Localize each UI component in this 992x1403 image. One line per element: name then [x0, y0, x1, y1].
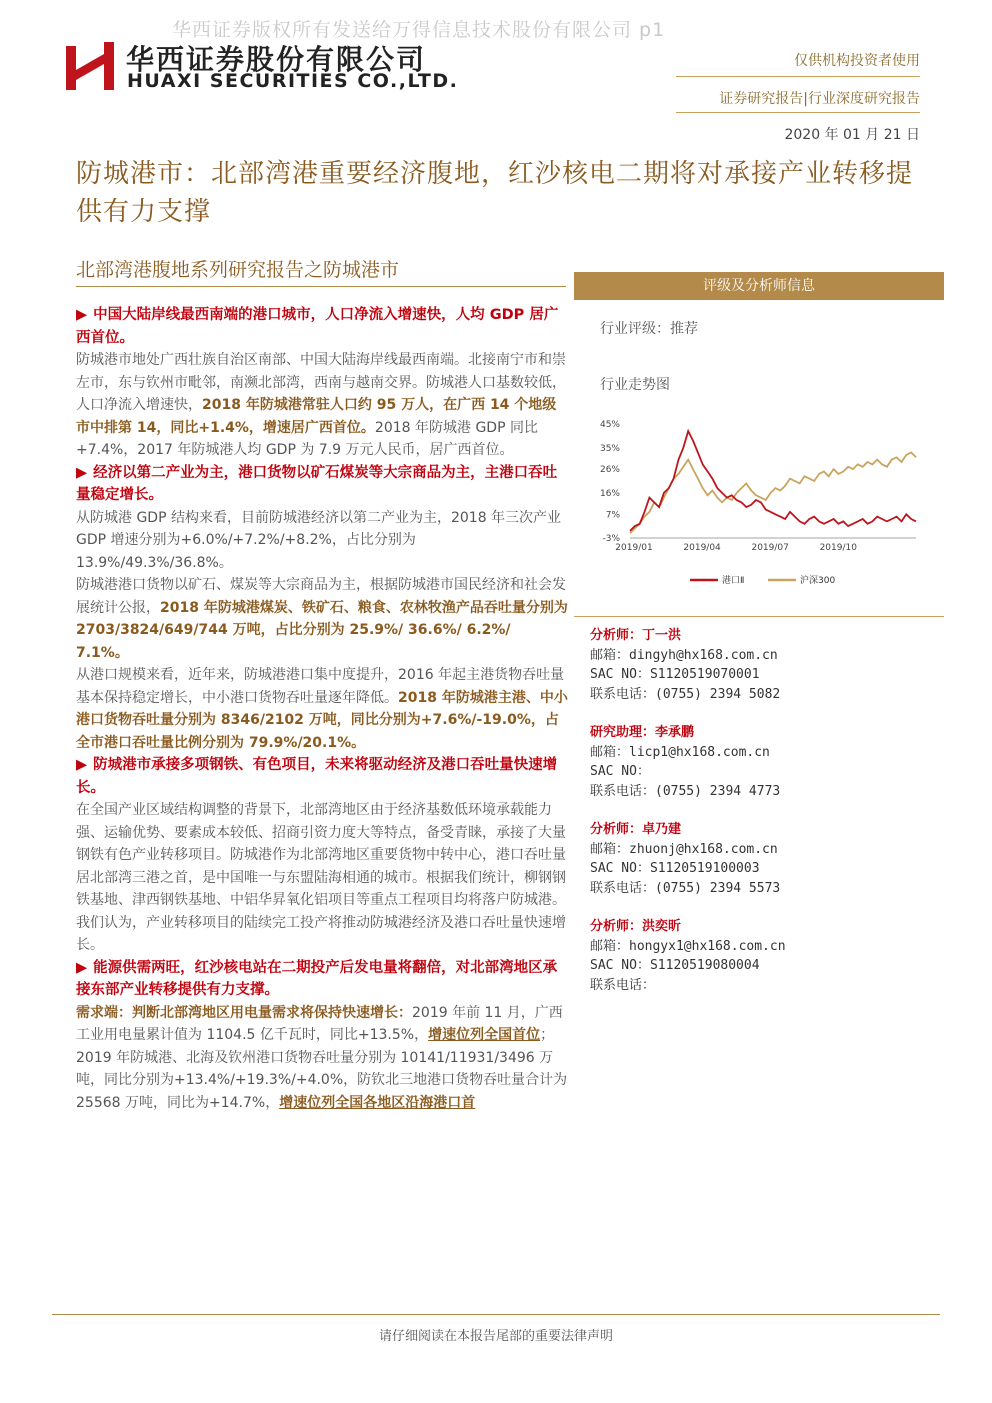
analyst-email[interactable]: 邮箱：licp1@hx168.com.cn: [590, 744, 770, 760]
paragraph: 从防城港 GDP 结构来看，目前防城港经济以第二产业为主，2018 年三次产业 GDP 增速分别为+6.0%/+7.2%/+8.2%，占比分别为 13.9%/49.3%/36.8%。: [76, 509, 562, 571]
analyst-email[interactable]: 邮箱：dingyh@hx168.com.cn: [590, 647, 778, 663]
audience-note: 仅供机构投资者使用: [794, 53, 920, 69]
report-type: 证券研究报告|行业深度研究报告: [719, 91, 920, 107]
report-date: 2020 年 01 月 21 日: [784, 127, 920, 143]
x-tick-label: 2019/01: [615, 543, 653, 553]
company-name-cn: 华西证券股份有限公司: [126, 43, 427, 76]
analyst-phone: 联系电话：: [590, 977, 656, 993]
rating-value: 推荐: [670, 321, 698, 337]
x-tick-label: 2019/04: [683, 543, 721, 553]
paragraph: 从港口规模来看，近年来，防城港港口集中度提升，2016 年起主港货物吞吐量基本保持稳定增长，中小港口货物吞吐量逐年降低。2018 年防城港主港、中小港口货物吞吐量分别为 8346/2102 万吨，同比分别为+7.6%/-19.0%，占全市港口吞吐量比例分别为 79.9%/20.1%。: [76, 667, 568, 751]
company-name-en: HUAXI SECURITIES CO.,LTD.: [127, 70, 459, 92]
bullet-arrow-icon: ▶: [76, 959, 88, 976]
analyst-name: 丁一洪: [642, 628, 682, 643]
subtitle-rule: [76, 286, 566, 287]
watermark-text: 华西证券版权所有发送给万得信息技术股份有限公司 p1: [172, 19, 666, 41]
footer-note: 请仔细阅读在本报告尾部的重要法律声明: [378, 1329, 613, 1344]
analyst-sac: SAC NO：S1120519100003: [590, 861, 760, 876]
legend-label: 沪深300: [800, 576, 836, 586]
bullet-arrow-icon: ▶: [76, 307, 88, 323]
report-body: [76, 304, 568, 1114]
y-tick-label: 16%: [599, 488, 620, 499]
section-heading: ▶ 防城港市承接多项钢铁、有色项目，未来将驱动经济及港口吞吐量快速增长。: [76, 757, 558, 796]
paragraph: 在全国产业区域结构调整的背景下，北部湾地区由于经济基数低环境承载能力强、运输优势、要素成本较低、招商引资力度大等特点，备受青睐，承接了大量钢铁有色产业转移项目。防城港作为北部湾地区重要货物中转中心，港口吞吐量居北部湾三港之首，是中国唯一与东盟陆海相通的城市。根据我们统计，柳钢钢铁基地、津西钢铁基地、中铝华昇氧化铝项目等重点工程项目均将落户防城港。我们认为，产业转移项目的陆续完工投产将推动防城港经济及港口吞吐量快速增长。: [76, 802, 566, 953]
header-rule-bottom: [676, 112, 920, 113]
bullet-arrow-icon: ▶: [76, 757, 88, 773]
section-heading: ▶ 中国大陆岸线最西南端的港口城市，人口净流入增速快，人均 GDP 居广西首位。: [76, 307, 559, 346]
analyst-card: [590, 723, 940, 801]
sidebar: [574, 272, 944, 393]
analyst-email[interactable]: 邮箱：hongyx1@hx168.com.cn: [590, 938, 786, 954]
analyst-sac: SAC NO：: [590, 764, 650, 779]
report-title: 防城港市：北部湾港重要经济腹地，红沙核电二期将对承接产业转移提供有力支撑: [76, 159, 914, 227]
industry-trend-chart: [594, 412, 924, 598]
analyst-name: 卓乃建: [642, 822, 682, 837]
bullet-arrow-icon: ▶: [76, 464, 88, 481]
footer-rule: [52, 1314, 940, 1315]
analyst-role: 研究助理：: [590, 725, 656, 740]
analyst-card: [590, 917, 940, 995]
paragraph: 需求端：判断北部湾地区用电量需求将保持快速增长：2019 年前 11 月，广西工业用电量累计值为 1104.5 亿千瓦时，同比+13.5%，增速位列全国首位；2019 年防城港、北海及钦州港口货物吞吐量分别为 10141/11931/3496 万吨，同比分别为+13.4%/+19.3%/+4.0%，防钦北三地港口货物吞吐量合计为 25568 万吨，同比为+14.7%，增速位列全国各地区沿海港口首: [76, 1004, 568, 1111]
report-subtitle: 北部湾港腹地系列研究报告之防城港市: [76, 259, 400, 281]
y-tick-label: 45%: [599, 420, 620, 430]
analyst-phone: 联系电话：(0755) 2394 5082: [590, 686, 781, 702]
trend-label: 行业走势图: [600, 377, 670, 393]
section-heading: ▶ 经济以第二产业为主，港口货物以矿石煤炭等大宗商品为主，主港口吞吐量稳定增长。: [76, 464, 558, 503]
analyst-card: [590, 820, 940, 898]
analyst-name: 李承鹏: [655, 725, 695, 740]
y-tick-label: 26%: [599, 465, 620, 476]
analyst-phone: 联系电话：(0755) 2394 4773: [590, 783, 781, 799]
analyst-email[interactable]: 邮箱：zhuonj@hx168.com.cn: [590, 841, 778, 857]
analyst-role: 分析师：: [590, 822, 643, 837]
section-heading: ▶ 能源供需两旺，红沙核电站在二期投产后发电量将翻倍，对北部湾地区承接东部产业转移提供有力支撑。: [76, 959, 558, 998]
x-tick-label: 2019/07: [751, 543, 789, 553]
rating-row: [600, 318, 698, 338]
x-tick-label: 2019/10: [819, 543, 857, 553]
analyst-phone: 联系电话：(0755) 2394 5573: [590, 880, 781, 896]
y-tick-label: -3%: [602, 534, 620, 544]
analyst-role: 分析师：: [590, 628, 643, 643]
sidebar-rule: [574, 616, 944, 617]
paragraph: 防城港市地处广西壮族自治区南部、中国大陆海岸线最西南端。北接南宁市和崇左市，东与钦州市毗邻，南濒北部湾，西南与越南交界。防城港人口基数较低，人口净流入增速快，2018 年防城港常驻人口约 95 万人，在广西 14 个地级市中排第 14，同比+1.4%，增速居广西首位。2018 年防城港 GDP 同比+7.4%，2017 年防城港人均 GDP 为 7.9 万元人民币，居广西首位。: [76, 352, 566, 458]
y-tick-label: 7%: [605, 510, 620, 521]
paragraph: 防城港港口货物以矿石、煤炭等大宗商品为主，根据防城港市国民经济和社会发展统计公报，2018 年防城港煤炭、铁矿石、粮食、农林牧渔产品吞吐量分别为 2703/3824/649/744 万吨，占比分别为 25.9%/ 36.6%/ 6.2%/ 7.1%。: [76, 577, 568, 661]
y-tick-label: 35%: [599, 443, 620, 454]
series-line: [630, 431, 916, 531]
analyst-list: [590, 626, 940, 1014]
company-logo-icon: [64, 40, 116, 92]
rating-label: 行业评级：: [600, 321, 670, 337]
analyst-name: 洪奕昕: [642, 919, 682, 934]
analyst-sac: SAC NO：S1120519080004: [590, 958, 760, 973]
rating-band: 评级及分析师信息: [574, 272, 944, 300]
analyst-sac: SAC NO：S1120519070001: [590, 667, 760, 682]
header-rule-top: [676, 76, 920, 77]
analyst-role: 分析师：: [590, 919, 643, 934]
analyst-card: [590, 626, 940, 704]
legend-label: 港口Ⅱ: [722, 576, 745, 586]
